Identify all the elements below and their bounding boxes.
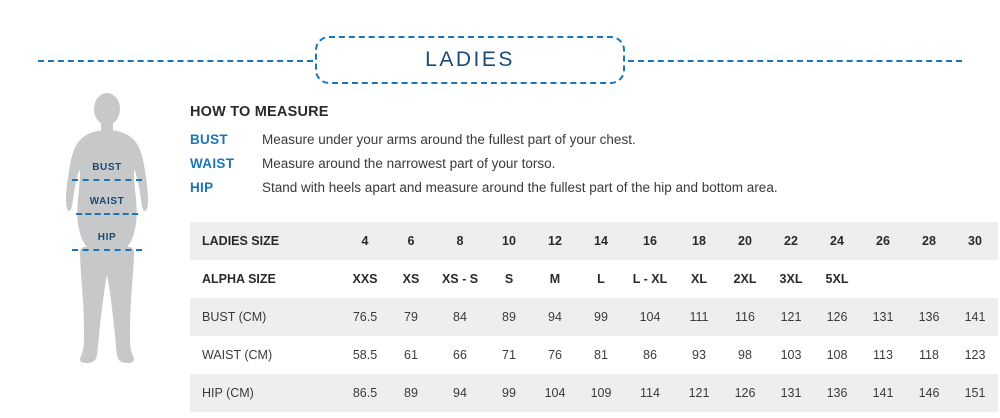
how-to-measure-row-hip: [190, 180, 980, 195]
cell-ladies-size-1: 6: [388, 222, 434, 260]
cell-bust-3: 89: [486, 298, 532, 336]
cell-waist-11: 113: [860, 336, 906, 374]
cell-alpha-size-12: [906, 260, 952, 298]
cell-alpha-size-10: 5XL: [814, 260, 860, 298]
cell-hip-7: 121: [676, 374, 722, 412]
cell-hip-3: 99: [486, 374, 532, 412]
cell-waist-12: 118: [906, 336, 952, 374]
cell-bust-0: 76.5: [342, 298, 388, 336]
table-row-ladies-size: [190, 222, 998, 260]
cell-waist-0: 58.5: [342, 336, 388, 374]
cell-ladies-size-13: 30: [952, 222, 998, 260]
how-to-measure-row-bust: [190, 132, 980, 147]
row-header-waist: WAIST (CM): [190, 336, 342, 374]
cell-bust-2: 84: [434, 298, 486, 336]
cell-bust-12: 136: [906, 298, 952, 336]
cell-waist-5: 81: [578, 336, 624, 374]
cell-bust-11: 131: [860, 298, 906, 336]
cell-bust-10: 126: [814, 298, 860, 336]
cell-hip-12: 146: [906, 374, 952, 412]
cell-hip-10: 136: [814, 374, 860, 412]
cell-hip-13: 151: [952, 374, 998, 412]
cell-ladies-size-10: 24: [814, 222, 860, 260]
cell-waist-4: 76: [532, 336, 578, 374]
figure-dash-hip: [72, 249, 142, 251]
figure-dash-bust: [72, 179, 142, 181]
cell-ladies-size-12: 28: [906, 222, 952, 260]
cell-alpha-size-4: M: [532, 260, 578, 298]
cell-ladies-size-9: 22: [768, 222, 814, 260]
cell-waist-3: 71: [486, 336, 532, 374]
cell-hip-6: 114: [624, 374, 676, 412]
table-row-bust: [190, 298, 998, 336]
row-header-ladies-size: LADIES SIZE: [190, 222, 342, 260]
row-header-alpha-size: ALPHA SIZE: [190, 260, 342, 298]
cell-alpha-size-7: XL: [676, 260, 722, 298]
cell-waist-9: 103: [768, 336, 814, 374]
cell-ladies-size-5: 14: [578, 222, 624, 260]
table-row-waist: [190, 336, 998, 374]
figure-label-waist: WAIST: [89, 196, 125, 207]
cell-alpha-size-6: L - XL: [624, 260, 676, 298]
how-to-measure-desc-waist: Measure around the narrowest part of your torso.: [262, 156, 556, 171]
how-to-measure-section: [190, 104, 980, 204]
cell-hip-9: 131: [768, 374, 814, 412]
how-to-measure-term-hip: HIP: [190, 180, 214, 195]
figure-dash-waist: [76, 213, 138, 215]
cell-alpha-size-3: S: [486, 260, 532, 298]
cell-hip-1: 89: [388, 374, 434, 412]
cell-ladies-size-8: 20: [722, 222, 768, 260]
cell-hip-0: 86.5: [342, 374, 388, 412]
cell-bust-1: 79: [388, 298, 434, 336]
cell-alpha-size-5: L: [578, 260, 624, 298]
how-to-measure-heading: HOW TO MEASURE: [190, 104, 329, 120]
cell-bust-8: 116: [722, 298, 768, 336]
cell-alpha-size-11: [860, 260, 906, 298]
female-silhouette-figure: [40, 92, 175, 402]
how-to-measure-term-waist: WAIST: [190, 156, 235, 171]
size-chart-table: [190, 222, 998, 412]
cell-ladies-size-4: 12: [532, 222, 578, 260]
cell-waist-10: 108: [814, 336, 860, 374]
cell-bust-13: 141: [952, 298, 998, 336]
row-header-hip: HIP (CM): [190, 374, 342, 412]
cell-waist-6: 86: [624, 336, 676, 374]
cell-bust-9: 121: [768, 298, 814, 336]
cell-alpha-size-2: XS - S: [434, 260, 486, 298]
cell-ladies-size-11: 26: [860, 222, 906, 260]
cell-alpha-size-9: 3XL: [768, 260, 814, 298]
cell-ladies-size-2: 8: [434, 222, 486, 260]
cell-alpha-size-8: 2XL: [722, 260, 768, 298]
cell-alpha-size-1: XS: [388, 260, 434, 298]
row-header-bust: BUST (CM): [190, 298, 342, 336]
cell-ladies-size-0: 4: [342, 222, 388, 260]
cell-bust-4: 94: [532, 298, 578, 336]
how-to-measure-desc-bust: Measure under your arms around the fullest part of your chest.: [262, 132, 636, 147]
how-to-measure-row-waist: [190, 156, 980, 171]
cell-waist-2: 66: [434, 336, 486, 374]
size-chart-table-wrap: [190, 222, 986, 412]
silhouette-icon: [40, 92, 175, 402]
figure-label-hip: HIP: [97, 232, 117, 243]
cell-hip-5: 109: [578, 374, 624, 412]
cell-ladies-size-3: 10: [486, 222, 532, 260]
cell-hip-4: 104: [532, 374, 578, 412]
cell-bust-5: 99: [578, 298, 624, 336]
header-dashed-rule-left: [38, 60, 313, 62]
cell-waist-13: 123: [952, 336, 998, 374]
page-header: [0, 36, 1000, 86]
cell-alpha-size-0: XXS: [342, 260, 388, 298]
table-row-alpha-size: [190, 260, 998, 298]
cell-waist-8: 98: [722, 336, 768, 374]
cell-waist-1: 61: [388, 336, 434, 374]
page-title: LADIES: [425, 48, 515, 71]
header-title-badge: [315, 36, 625, 84]
cell-ladies-size-7: 18: [676, 222, 722, 260]
cell-ladies-size-6: 16: [624, 222, 676, 260]
cell-waist-7: 93: [676, 336, 722, 374]
header-dashed-rule-right: [628, 60, 962, 62]
table-row-hip: [190, 374, 998, 412]
cell-alpha-size-13: [952, 260, 998, 298]
cell-bust-6: 104: [624, 298, 676, 336]
cell-hip-2: 94: [434, 374, 486, 412]
cell-hip-8: 126: [722, 374, 768, 412]
how-to-measure-term-bust: BUST: [190, 132, 228, 147]
cell-bust-7: 111: [676, 298, 722, 336]
how-to-measure-desc-hip: Stand with heels apart and measure around the fullest part of the hip and bottom area.: [262, 180, 778, 195]
cell-hip-11: 141: [860, 374, 906, 412]
figure-label-bust: BUST: [92, 162, 122, 173]
